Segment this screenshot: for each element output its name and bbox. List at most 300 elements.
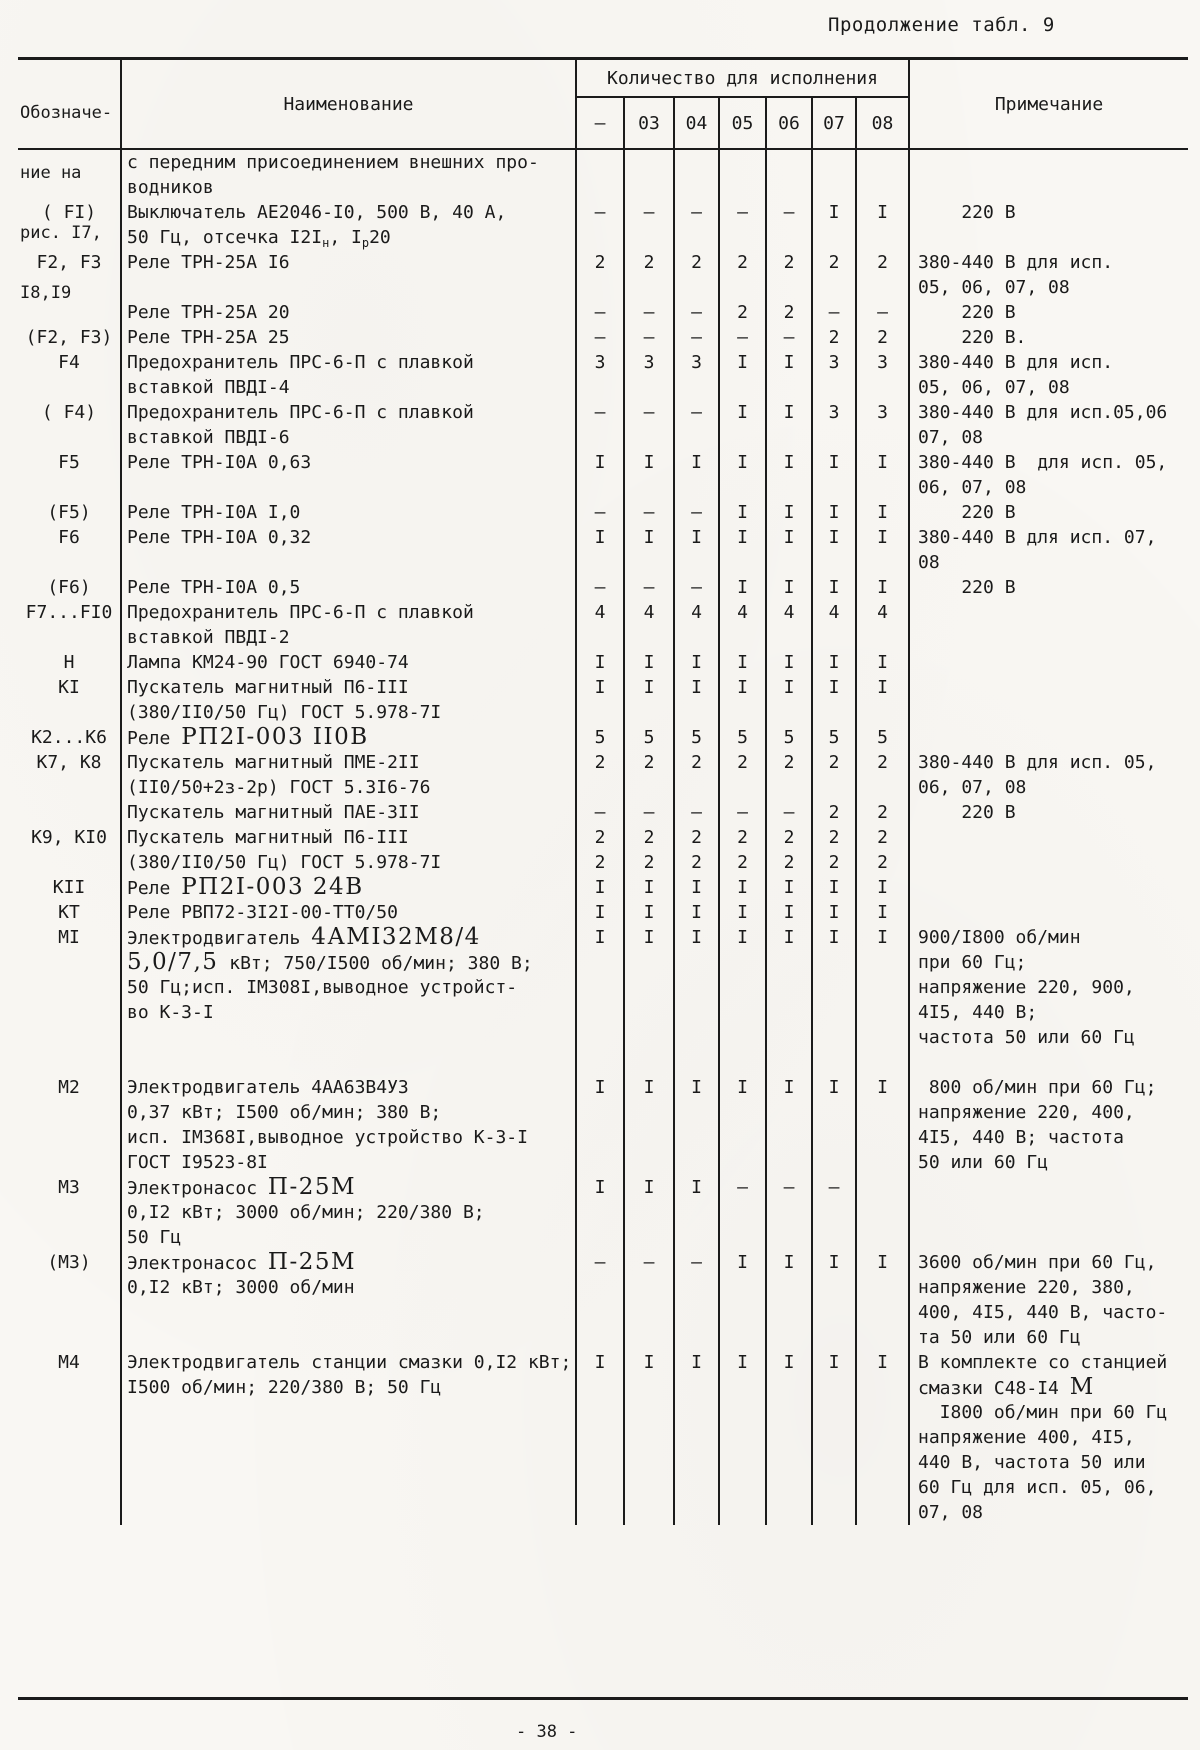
text-segment: 220 В. — [918, 327, 1027, 348]
text-segment: Электронасос — [127, 1253, 268, 1274]
name-line — [127, 625, 575, 650]
qty-cell — [575, 1075, 623, 1175]
qty-cell — [718, 325, 765, 350]
text-segment: – — [783, 1177, 795, 1198]
note-line — [918, 375, 1188, 400]
text-segment: 5 — [828, 727, 840, 748]
note-cell — [908, 650, 1188, 675]
text-segment: Выключатель АЕ2046-I0, 500 В, 40 А, — [127, 202, 507, 223]
table-row — [18, 1250, 1188, 1350]
text-segment: I — [877, 577, 888, 598]
designation-cell — [18, 350, 120, 400]
table-row — [18, 450, 1188, 500]
qty-cell — [623, 600, 673, 650]
col-header-qty-04: 04 — [673, 98, 718, 148]
designation-cell — [18, 150, 120, 200]
designation-cell — [18, 875, 120, 900]
name-cell — [120, 200, 575, 250]
name-cell — [120, 800, 575, 825]
name-cell — [120, 1250, 575, 1350]
text-segment: I — [643, 902, 655, 923]
qty-cell — [575, 575, 623, 600]
name-line — [127, 1100, 575, 1125]
name-line — [127, 1250, 575, 1275]
text-segment: К7, К8 — [36, 752, 102, 773]
text-segment: 4 — [877, 602, 888, 623]
text-segment: напряжение 220, 400, — [918, 1102, 1135, 1123]
name-line — [127, 675, 575, 700]
name-line — [127, 900, 575, 925]
text-segment: вставкой ПВДI-2 — [127, 627, 290, 648]
qty-cell — [575, 1250, 623, 1350]
text-segment: та 50 или 60 Гц — [918, 1327, 1081, 1348]
text-segment: Реле — [127, 728, 182, 749]
name-line — [127, 1075, 575, 1100]
text-segment: I — [877, 927, 888, 948]
text-segment: I — [877, 902, 888, 923]
text-segment: Электронасос — [127, 1178, 268, 1199]
qty-cell — [623, 825, 673, 850]
table-row — [18, 250, 1188, 300]
name-line — [127, 525, 575, 550]
text-segment: Пускатель магнитный П6-III — [127, 677, 409, 698]
text-segment: I — [594, 652, 606, 673]
text-segment: Н — [63, 652, 75, 673]
name-line — [127, 825, 575, 850]
qty-cell — [575, 750, 623, 800]
components-table — [18, 57, 1188, 1700]
note-line — [918, 250, 1188, 275]
note-cell — [908, 925, 1188, 1075]
text-segment: 2 — [828, 252, 840, 273]
text-segment: I — [594, 1077, 606, 1098]
name-line — [127, 425, 575, 450]
text-segment: 3 — [828, 352, 840, 373]
note-cell — [908, 300, 1188, 325]
qty-cell — [673, 650, 718, 675]
note-line — [918, 575, 1188, 600]
note-cell — [908, 1250, 1188, 1350]
note-line — [918, 400, 1188, 425]
name-cell — [120, 675, 575, 725]
note-cell — [908, 725, 1188, 750]
name-cell — [120, 600, 575, 650]
table-row — [18, 150, 1188, 200]
note-cell — [908, 800, 1188, 825]
designation-cell — [18, 900, 120, 925]
qty-cell — [575, 875, 623, 900]
name-cell — [120, 400, 575, 450]
text-segment: Электродвигатель — [127, 928, 312, 949]
designation-cell — [18, 300, 120, 325]
note-line — [918, 1275, 1188, 1300]
note-line — [918, 1400, 1188, 1425]
qty-cell — [718, 400, 765, 450]
text-segment: – — [828, 1177, 840, 1198]
qty-cell — [623, 250, 673, 300]
text-segment: 2 — [828, 852, 840, 873]
note-cell — [908, 150, 1188, 200]
qty-cell — [718, 1175, 765, 1250]
qty-cell — [623, 1350, 673, 1525]
text-segment: 380-440 В для исп. 05, — [918, 752, 1157, 773]
qty-cell — [623, 675, 673, 725]
text-segment: I — [783, 577, 795, 598]
text-segment: Реле ТРН-I0А 0,5 — [127, 577, 301, 598]
note-cell — [908, 350, 1188, 400]
qty-cell — [765, 1175, 811, 1250]
handwritten-text: РП2I-003 II0В — [181, 724, 369, 750]
qty-cell — [811, 250, 855, 300]
qty-cell — [673, 600, 718, 650]
name-line — [127, 225, 575, 250]
table-row — [18, 900, 1188, 925]
designation-cell — [18, 450, 120, 500]
qty-cell — [673, 875, 718, 900]
qty-cell — [811, 1075, 855, 1175]
text-segment: 2 — [828, 327, 840, 348]
name-cell — [120, 325, 575, 350]
table-row — [18, 675, 1188, 725]
qty-cell — [718, 525, 765, 575]
text-segment: 2 — [828, 752, 840, 773]
qty-cell — [673, 525, 718, 575]
text-segment: – — [691, 1252, 702, 1273]
text-segment: 3 — [691, 352, 702, 373]
qty-cell — [811, 900, 855, 925]
text-segment: I — [828, 652, 840, 673]
text-segment: (II0/50+2з-2р) ГОСТ 5.3I6-76 — [127, 777, 431, 798]
qty-cell — [765, 850, 811, 875]
note-line — [918, 1000, 1188, 1025]
text-segment: – — [643, 302, 655, 323]
qty-cell — [765, 350, 811, 400]
text-segment: 50 или 60 Гц — [918, 1152, 1049, 1173]
qty-cell — [575, 300, 623, 325]
text-segment: – — [643, 402, 655, 423]
col-header-qty-03: 03 — [623, 98, 673, 148]
handwritten-text: 5,0/7,5 — [127, 949, 219, 975]
text-segment: 2 — [783, 852, 795, 873]
text-segment: 2 — [737, 827, 748, 848]
text-segment: – — [737, 202, 748, 223]
designation-cell — [18, 1250, 120, 1350]
name-line — [127, 1150, 575, 1175]
text-segment: 0,I2 кВт; 3000 об/мин; 220/380 В; — [127, 1202, 485, 1223]
text-segment: 05, 06, 07, 08 — [918, 377, 1070, 398]
qty-cell — [718, 1075, 765, 1175]
text-segment: I — [877, 502, 888, 523]
name-line — [127, 950, 575, 975]
note-line — [918, 1025, 1188, 1050]
qty-cell — [811, 400, 855, 450]
qty-cell — [673, 825, 718, 850]
qty-cell — [718, 900, 765, 925]
text-segment: 3 — [877, 352, 888, 373]
note-line — [918, 1075, 1188, 1100]
text-segment: 2 — [828, 802, 840, 823]
text-segment: – — [643, 327, 655, 348]
text-segment: I — [828, 1077, 840, 1098]
qty-cell — [673, 250, 718, 300]
note-cell — [908, 600, 1188, 650]
text-segment: – — [643, 577, 655, 598]
qty-cell — [575, 675, 623, 725]
qty-cell — [623, 900, 673, 925]
text-segment: – — [737, 327, 748, 348]
text-segment: (F5) — [47, 502, 91, 523]
name-cell — [120, 825, 575, 850]
qty-cell — [855, 325, 908, 350]
handwritten-text: РП2I-003 24В — [181, 874, 364, 900]
col-header-qty-06: 06 — [765, 98, 811, 148]
text-segment: 50 Гц;исп. IМ308I,выводное устройст- — [127, 977, 518, 998]
qty-cell — [855, 525, 908, 575]
qty-cell — [718, 250, 765, 300]
table-row — [18, 600, 1188, 650]
note-cell — [908, 575, 1188, 600]
note-line — [918, 1475, 1188, 1500]
text-segment: 4I5, 440 В; частота — [918, 1127, 1124, 1148]
name-line — [127, 450, 575, 475]
table-continuation-caption: Продолжение табл. 9 — [828, 14, 1055, 36]
note-cell — [908, 450, 1188, 500]
text-segment: (380/II0/50 Гц) ГОСТ 5.978-7I — [127, 852, 442, 873]
name-line — [127, 650, 575, 675]
text-segment: I — [783, 902, 795, 923]
qty-cell — [811, 825, 855, 850]
text-segment: I — [691, 677, 702, 698]
text-segment: 3 — [877, 402, 888, 423]
qty-cell — [623, 525, 673, 575]
table-row — [18, 400, 1188, 450]
name-line — [127, 400, 575, 425]
text-segment: 2 — [594, 827, 606, 848]
text-segment: 50 Гц — [127, 1227, 182, 1248]
note-line — [918, 1425, 1188, 1450]
note-cell — [908, 900, 1188, 925]
text-segment: I — [594, 1352, 606, 1373]
text-segment: I — [691, 527, 702, 548]
qty-cell — [623, 500, 673, 525]
text-segment: – — [691, 402, 702, 423]
table-row — [18, 1075, 1188, 1175]
text-segment: – — [594, 1252, 606, 1273]
qty-cell — [765, 825, 811, 850]
name-line — [127, 850, 575, 875]
qty-cell — [718, 800, 765, 825]
qty-cell — [765, 200, 811, 250]
qty-cell — [855, 300, 908, 325]
text-segment: I — [877, 1352, 888, 1373]
text-segment: К9, КI0 — [31, 827, 107, 848]
note-line — [918, 1325, 1188, 1350]
text-segment: I — [877, 527, 888, 548]
text-segment: I — [643, 452, 655, 473]
qty-cell — [718, 750, 765, 800]
qty-cell — [765, 875, 811, 900]
text-segment: I800 об/мин при 60 Гц — [918, 1402, 1168, 1423]
text-segment: 2 — [783, 302, 795, 323]
name-cell — [120, 925, 575, 1075]
col-header-designation-line: ние на — [20, 163, 82, 183]
note-line — [918, 775, 1188, 800]
qty-cell — [718, 725, 765, 750]
text-segment: ГОСТ I9523-8I — [127, 1152, 268, 1173]
text-segment: I — [691, 902, 702, 923]
qty-cell — [855, 575, 908, 600]
text-segment: – — [737, 1177, 748, 1198]
qty-cell — [855, 1250, 908, 1350]
qty-cell — [811, 525, 855, 575]
text-segment: I — [783, 677, 795, 698]
text-segment: МI — [58, 927, 80, 948]
qty-cell — [673, 925, 718, 1075]
text-segment: – — [691, 577, 702, 598]
text-segment: 2 — [643, 752, 655, 773]
designation-cell — [18, 675, 120, 725]
text-segment: напряжение 220, 380, — [918, 1277, 1135, 1298]
text-segment: – — [594, 327, 606, 348]
text-segment: 20 — [369, 227, 391, 248]
text-segment: Реле ТРН-25А 25 — [127, 327, 290, 348]
text-segment: 4 — [783, 602, 795, 623]
text-segment: I — [643, 927, 655, 948]
name-line — [127, 925, 575, 950]
qty-cell — [623, 875, 673, 900]
qty-cell — [855, 400, 908, 450]
text-segment: I — [737, 577, 748, 598]
qty-cell — [855, 850, 908, 875]
qty-cell — [811, 200, 855, 250]
text-segment: Предохранитель ПРС-6-П с плавкой — [127, 402, 474, 423]
note-line — [918, 450, 1188, 475]
name-cell — [120, 300, 575, 325]
name-cell — [120, 850, 575, 875]
qty-cell — [718, 925, 765, 1075]
text-segment: (380/II0/50 Гц) ГОСТ 5.978-7I — [127, 702, 442, 723]
text-segment: Реле ТРН-25А 20 — [127, 302, 290, 323]
qty-cell — [575, 525, 623, 575]
text-segment: 4 — [828, 602, 840, 623]
text-segment: I — [737, 1077, 748, 1098]
text-segment: I — [737, 1352, 748, 1373]
text-segment: I — [783, 927, 795, 948]
note-line — [918, 275, 1188, 300]
text-segment: – — [643, 1252, 655, 1273]
table-row — [18, 650, 1188, 675]
name-line — [127, 800, 575, 825]
text-segment: I — [643, 677, 655, 698]
text-segment: 2 — [877, 802, 888, 823]
designation-cell — [18, 525, 120, 575]
table-row — [18, 750, 1188, 800]
name-cell — [120, 1350, 575, 1525]
text-segment: I — [828, 877, 840, 898]
text-segment: вставкой ПВДI-6 — [127, 427, 290, 448]
text-segment: напряжение 400, 4I5, — [918, 1427, 1135, 1448]
text-segment: Лампа КМ24-90 ГОСТ 6940-74 — [127, 652, 409, 673]
text-segment: исп. IМ368I,выводное устройство К-3-I — [127, 1127, 528, 1148]
subscript-text: р — [361, 236, 370, 250]
table-row — [18, 800, 1188, 825]
note-cell — [908, 500, 1188, 525]
text-segment: КII — [52, 877, 86, 898]
text-segment: Пускатель магнитный ПМЕ-2II — [127, 752, 420, 773]
text-segment: I500 об/мин; 220/380 В; 50 Гц — [127, 1377, 442, 1398]
qty-cell — [811, 650, 855, 675]
qty-cell — [623, 650, 673, 675]
designation-cell — [18, 575, 120, 600]
text-segment: I — [783, 452, 795, 473]
name-line — [127, 1375, 575, 1400]
text-segment: I — [828, 927, 840, 948]
qty-cell — [765, 300, 811, 325]
name-line — [127, 350, 575, 375]
col-header-designation-line: Обозначе- — [20, 103, 113, 123]
name-cell — [120, 750, 575, 800]
text-segment: Реле ТРН-I0А I,0 — [127, 502, 301, 523]
note-line — [918, 350, 1188, 375]
text-segment: 220 В — [918, 302, 1016, 323]
text-segment: 2 — [737, 302, 748, 323]
table-row — [18, 325, 1188, 350]
text-segment: – — [737, 802, 748, 823]
text-segment: I — [643, 1077, 655, 1098]
designation-cell — [18, 500, 120, 525]
text-segment: Предохранитель ПРС-6-П с плавкой — [127, 602, 474, 623]
table-row — [18, 525, 1188, 575]
text-segment: 2 — [643, 252, 655, 273]
text-segment: во К-3-I — [127, 1002, 214, 1023]
col-header-designation-line: I8,I9 — [20, 283, 72, 303]
text-segment: 220 В — [918, 502, 1016, 523]
text-segment: I — [691, 1077, 702, 1098]
qty-cell — [623, 1075, 673, 1175]
qty-cell — [623, 350, 673, 400]
qty-cell — [623, 450, 673, 500]
qty-cell — [623, 325, 673, 350]
qty-cell — [623, 925, 673, 1075]
qty-cell — [673, 750, 718, 800]
text-segment: I — [783, 1077, 795, 1098]
qty-cell — [765, 600, 811, 650]
text-segment: I — [828, 577, 840, 598]
text-segment: I — [828, 1252, 840, 1273]
qty-cell — [811, 800, 855, 825]
text-segment: I — [877, 877, 888, 898]
qty-cell — [575, 250, 623, 300]
name-line — [127, 875, 575, 900]
text-segment: 2 — [783, 252, 795, 273]
qty-cell — [673, 1075, 718, 1175]
table-row — [18, 575, 1188, 600]
text-segment: 380-440 В для исп.05,06 — [918, 402, 1168, 423]
note-line — [918, 975, 1188, 1000]
text-segment: I — [594, 1177, 606, 1198]
designation-cell — [18, 600, 120, 650]
note-line — [918, 1150, 1188, 1175]
name-line — [127, 1025, 575, 1050]
name-cell — [120, 450, 575, 500]
qty-cell — [673, 300, 718, 325]
note-cell — [908, 325, 1188, 350]
qty-cell — [623, 1175, 673, 1250]
text-segment: 220 В — [918, 577, 1016, 598]
qty-cell — [623, 400, 673, 450]
qty-cell — [673, 575, 718, 600]
name-cell — [120, 250, 575, 300]
